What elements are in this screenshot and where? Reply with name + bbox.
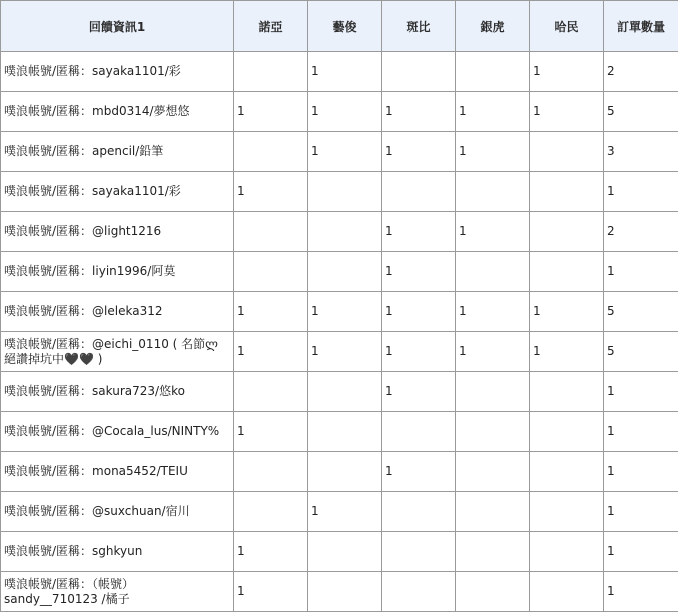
cell-banbi: 1: [382, 372, 456, 412]
cell-hamin: [530, 492, 604, 532]
cell-yinhu: 1: [456, 92, 530, 132]
cell-yijun: [308, 532, 382, 572]
cell-hamin: 1: [530, 92, 604, 132]
cell-feedback-info: 噗浪帳號/匿稱：@eichi_0110 ( 名節ლ 絕讚掉坑中🖤🖤 ): [1, 332, 234, 372]
header-feedback: 回饋資訊1: [1, 1, 234, 52]
cell-feedback-info: 噗浪帳號/匿稱：@Cocala_lus/NINTY%: [1, 412, 234, 452]
cell-feedback-info: 噗浪帳號/匿稱：mbd0314/夢想悠: [1, 92, 234, 132]
cell-yijun: 1: [308, 92, 382, 132]
cell-yinhu: [456, 372, 530, 412]
cell-feedback-info: 噗浪帳號/匿稱：@suxchuan/宿川: [1, 492, 234, 532]
cell-yinhu: [456, 492, 530, 532]
table-row: [1, 172, 678, 212]
cell-order-count: 1: [604, 452, 678, 492]
cell-feedback-info: 噗浪帳號/匿稱：sayaka1101/彩: [1, 172, 234, 212]
header-yijun: 藝俊: [308, 1, 382, 52]
cell-banbi: 1: [382, 252, 456, 292]
cell-feedback-info: 噗浪帳號/匿稱：@light1216: [1, 212, 234, 252]
table-row: [1, 412, 678, 452]
cell-hamin: [530, 212, 604, 252]
cell-noah: [234, 372, 308, 412]
cell-hamin: [530, 172, 604, 212]
table-row: [1, 252, 678, 292]
cell-yinhu: [456, 572, 530, 612]
cell-banbi: [382, 532, 456, 572]
cell-noah: [234, 252, 308, 292]
cell-order-count: 5: [604, 292, 678, 332]
cell-noah: 1: [234, 92, 308, 132]
table-row: [1, 92, 678, 132]
cell-feedback-info: 噗浪帳號/匿稱：（帳號） sandy__710123 /橘子: [1, 572, 234, 612]
cell-feedback-info: 噗浪帳號/匿稱：sayaka1101/彩: [1, 52, 234, 92]
table-row: [1, 572, 678, 612]
cell-yijun: [308, 412, 382, 452]
cell-yinhu: [456, 52, 530, 92]
cell-order-count: 1: [604, 372, 678, 412]
cell-hamin: 1: [530, 332, 604, 372]
cell-hamin: 1: [530, 292, 604, 332]
table-row: [1, 452, 678, 492]
cell-hamin: [530, 372, 604, 412]
cell-feedback-info: 噗浪帳號/匿稱：sakura723/悠ko: [1, 372, 234, 412]
cell-yijun: [308, 372, 382, 412]
cell-banbi: 1: [382, 212, 456, 252]
cell-banbi: [382, 492, 456, 532]
cell-yijun: [308, 252, 382, 292]
cell-noah: 1: [234, 572, 308, 612]
cell-yijun: [308, 572, 382, 612]
cell-yinhu: [456, 412, 530, 452]
cell-yijun: 1: [308, 52, 382, 92]
cell-noah: [234, 492, 308, 532]
cell-banbi: 1: [382, 452, 456, 492]
table-row: [1, 532, 678, 572]
cell-noah: [234, 212, 308, 252]
header-order-count: 訂單數量: [604, 1, 678, 52]
cell-noah: 1: [234, 532, 308, 572]
cell-hamin: [530, 572, 604, 612]
cell-order-count: 3: [604, 132, 678, 172]
cell-banbi: [382, 412, 456, 452]
cell-hamin: 1: [530, 52, 604, 92]
cell-yijun: 1: [308, 132, 382, 172]
cell-order-count: 1: [604, 412, 678, 452]
table-body: [1, 52, 678, 612]
cell-yinhu: [456, 172, 530, 212]
cell-noah: [234, 52, 308, 92]
header-noah: 諾亞: [234, 1, 308, 52]
cell-yinhu: 1: [456, 332, 530, 372]
cell-order-count: 5: [604, 332, 678, 372]
cell-order-count: 1: [604, 572, 678, 612]
cell-feedback-info: 噗浪帳號/匿稱：@leleka312: [1, 292, 234, 332]
table-row: [1, 292, 678, 332]
table-row: [1, 372, 678, 412]
cell-noah: 1: [234, 412, 308, 452]
table-row: [1, 492, 678, 532]
cell-banbi: [382, 572, 456, 612]
header-row: [1, 1, 678, 52]
cell-order-count: 1: [604, 532, 678, 572]
cell-yinhu: 1: [456, 132, 530, 172]
cell-order-count: 5: [604, 92, 678, 132]
cell-yijun: [308, 452, 382, 492]
cell-banbi: [382, 172, 456, 212]
cell-banbi: 1: [382, 332, 456, 372]
header-yinhu: 銀虎: [456, 1, 530, 52]
header-hamin: 哈民: [530, 1, 604, 52]
cell-hamin: [530, 252, 604, 292]
cell-order-count: 1: [604, 172, 678, 212]
cell-hamin: [530, 412, 604, 452]
header-banbi: 斑比: [382, 1, 456, 52]
cell-order-count: 2: [604, 212, 678, 252]
cell-yijun: 1: [308, 492, 382, 532]
cell-banbi: 1: [382, 132, 456, 172]
cell-noah: 1: [234, 292, 308, 332]
cell-banbi: 1: [382, 92, 456, 132]
cell-noah: 1: [234, 332, 308, 372]
cell-yinhu: 1: [456, 212, 530, 252]
cell-yinhu: [456, 532, 530, 572]
cell-noah: 1: [234, 172, 308, 212]
cell-yinhu: 1: [456, 292, 530, 332]
table-row: [1, 52, 678, 92]
cell-yinhu: [456, 452, 530, 492]
cell-feedback-info: 噗浪帳號/匿稱：liyin1996/阿莫: [1, 252, 234, 292]
cell-feedback-info: 噗浪帳號/匿稱：apencil/鉛筆: [1, 132, 234, 172]
cell-yijun: [308, 172, 382, 212]
table-row: [1, 212, 678, 252]
table-row: [1, 332, 678, 372]
cell-banbi: 1: [382, 292, 456, 332]
cell-order-count: 1: [604, 492, 678, 532]
cell-hamin: [530, 532, 604, 572]
cell-banbi: [382, 52, 456, 92]
cell-feedback-info: 噗浪帳號/匿稱：mona5452/TEIU: [1, 452, 234, 492]
cell-hamin: [530, 452, 604, 492]
cell-hamin: [530, 132, 604, 172]
cell-yinhu: [456, 252, 530, 292]
cell-noah: [234, 452, 308, 492]
table-row: [1, 132, 678, 172]
cell-yijun: 1: [308, 292, 382, 332]
cell-feedback-info: 噗浪帳號/匿稱：sghkyun: [1, 532, 234, 572]
cell-noah: [234, 132, 308, 172]
cell-yijun: [308, 212, 382, 252]
cell-order-count: 2: [604, 52, 678, 92]
cell-order-count: 1: [604, 252, 678, 292]
cell-yijun: 1: [308, 332, 382, 372]
